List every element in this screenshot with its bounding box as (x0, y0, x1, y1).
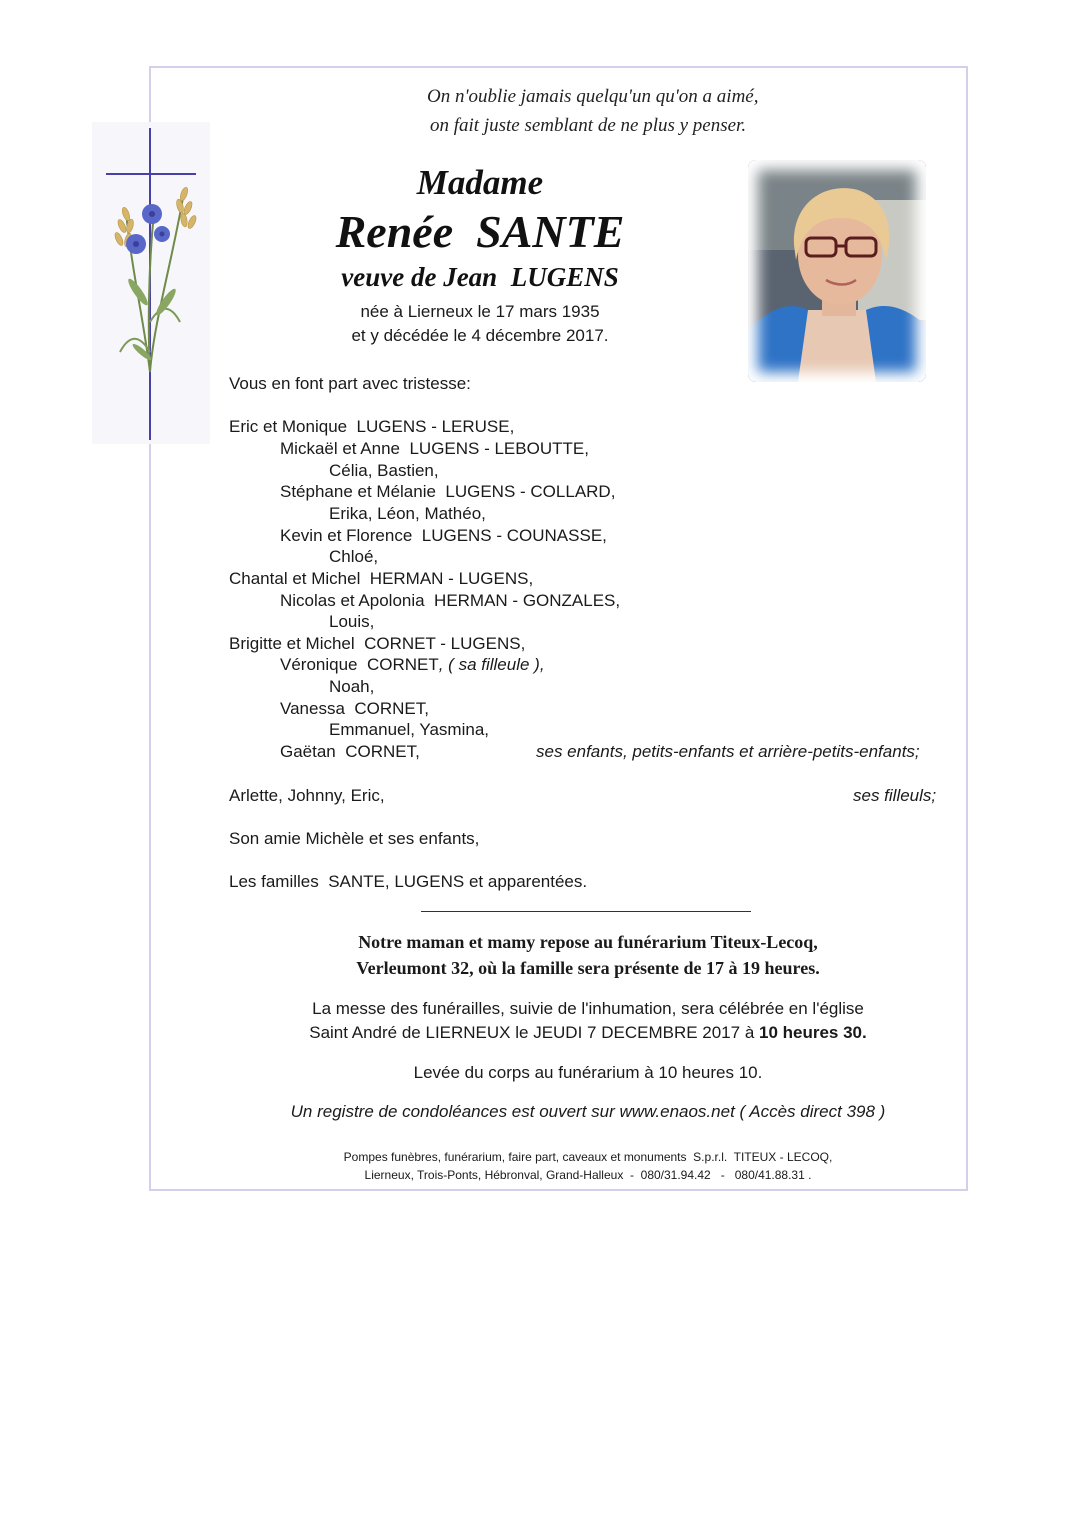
family-line: Vanessa CORNET, (280, 699, 429, 718)
godchildren-role: ses filleuls; (853, 786, 937, 805)
family-line: Brigitte et Michel CORNET - LUGENS, (229, 634, 526, 653)
widow-of: veuve de Jean LUGENS (341, 262, 619, 292)
separator-line (421, 911, 751, 912)
family-line (280, 655, 545, 675)
deceased-name: Renée SANTE (335, 206, 625, 257)
family-line: Kevin et Florence LUGENS - COUNASSE, (280, 526, 607, 545)
family-line: Stéphane et Mélanie LUGENS - COLLARD, (280, 482, 616, 501)
goddaughter-note: , ( sa filleule ), (438, 655, 545, 674)
family-line: Eric et Monique LUGENS - LERUSE, (229, 417, 515, 436)
family-line: Emmanuel, Yasmina, (329, 720, 489, 739)
cross-cornflower-decoration (92, 122, 210, 444)
death-info: et y décédée le 4 décembre 2017. (351, 326, 609, 345)
mass-line-2 (180, 1023, 996, 1043)
family-role: ses enfants, petits-enfants et arrière-petits-enfants; (536, 742, 920, 761)
quote-line-1: On n'oublie jamais quelqu'un qu'on a aimé, (427, 86, 759, 107)
family-line: Nicolas et Apolonia HERMAN - GONZALES, (280, 591, 621, 610)
family-line: Chloé, (329, 547, 379, 566)
family-line: Mickaël et Anne LUGENS - LEBOUTTE, (280, 439, 589, 458)
levee-line: Levée du corps au funérarium à 10 heures 10. (413, 1063, 763, 1082)
footer-line-1: Pompes funèbres, funérarium, faire part, caveaux et monuments S.p.r.l. TITEUX - LECOQ, (343, 1150, 833, 1164)
portrait-photo (748, 160, 926, 382)
family-line: Célia, Bastien, (329, 461, 439, 480)
footer-line-2: Lierneux, Trois-Ponts, Hébronval, Grand-Halleux - 080/31.94.42 - 080/41.88.31 . (364, 1168, 812, 1182)
family-line: Gaëtan CORNET, (280, 742, 420, 761)
registry-line: Un registre de condoléances est ouvert sur www.enaos.net ( Accès direct 398 ) (290, 1102, 886, 1121)
family-name: Véronique CORNET (280, 655, 439, 674)
cross-icon (92, 122, 210, 444)
family-line: Noah, (329, 677, 375, 696)
rest-line-2: Verleumont 32, où la famille sera présente de 17 à 19 heures. (356, 958, 820, 978)
birth-info: née à Lierneux le 17 mars 1935 (360, 302, 600, 321)
families-line: Les familles SANTE, LUGENS et apparentées. (229, 872, 588, 891)
family-line: Louis, (329, 612, 375, 631)
family-line: Erika, Léon, Mathéo, (329, 504, 486, 523)
salutation: Madame (416, 163, 544, 202)
mass-line-1: La messe des funérailles, suivie de l'inhumation, sera célébrée en l'église (312, 999, 864, 1018)
family-line: Chantal et Michel HERMAN - LUGENS, (229, 569, 534, 588)
mass-time: 10 heures 30. (759, 1023, 867, 1042)
mass-date: Saint André de LIERNEUX le JEUDI 7 DECEMBRE 2017 à (309, 1023, 759, 1042)
godchildren-names: Arlette, Johnny, Eric, (229, 786, 385, 805)
intro-text: Vous en font part avec tristesse: (229, 374, 471, 393)
quote-line-2: on fait juste semblant de ne plus y penser. (430, 115, 747, 136)
friend-line: Son amie Michèle et ses enfants, (229, 829, 480, 848)
rest-line-1: Notre maman et mamy repose au funérarium Titeux-Lecoq, (358, 932, 818, 952)
